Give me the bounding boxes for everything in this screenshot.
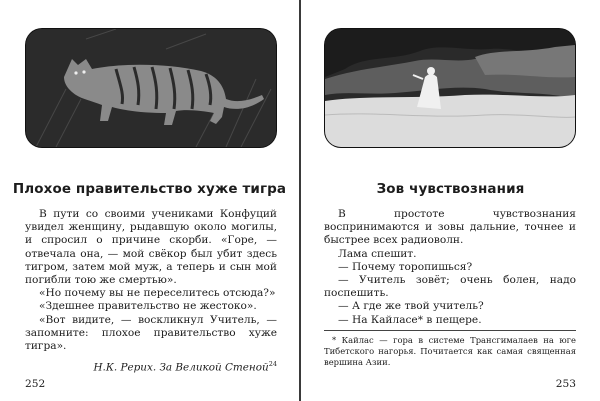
paragraph: В простоте чувствознания воспринимаются и зовы дальние, точнее и быстрее всех радиоволн. [324,208,576,247]
story-title: Зов чувствознания [376,181,525,197]
paragraph: В пути со своими учениками Конфуций увидел женщину, рыдавшую около могилы, и спросил о причине скорби. «Горе, — отвечала она, — мой свёкор был убит здесь тигром, затем мой муж, а теперь и сын мой погибли тою же смертью». [25,208,277,287]
right-page [301,0,600,401]
footnote-text: * Кайлас — гора в системе Трансгималаев на юге Тибетского нагорья. Почитается как самая священная вершина Азии. [324,335,576,367]
paragraph: — А где же твой учитель? [338,300,484,313]
lama-illustration [325,29,575,147]
footnote-divider [324,330,576,331]
signature-text: Н.К. Рерих. За Великой Стеной [93,361,269,374]
paragraph: «Вот видите, — воскликнул Учитель, — запомните: плохое правительство хуже тигра». [25,313,277,353]
paragraph: «Но почему вы не переселитесь отсюда?» [39,287,276,300]
signature-ref: 24 [268,360,277,369]
source-signature [25,358,277,375]
left-page [0,0,299,401]
paragraph: Лама спешит. [338,247,417,260]
story-body [25,208,277,375]
page-number: 252 [25,378,46,390]
paragraph: — Почему торопишься? [338,260,473,273]
page-number: 253 [555,378,576,390]
paragraph: — На Кайласе* в пещере. [338,313,482,326]
paragraph: «Здешнее правительство не жестоко». [39,300,257,313]
tiger-illustration [26,29,276,147]
story-title: Плохое правительство хуже тигра [12,181,287,197]
footnote [324,335,576,368]
paragraph: — Учитель зовёт; очень болен, надо поспешить. [324,274,576,300]
story-body [324,208,576,327]
